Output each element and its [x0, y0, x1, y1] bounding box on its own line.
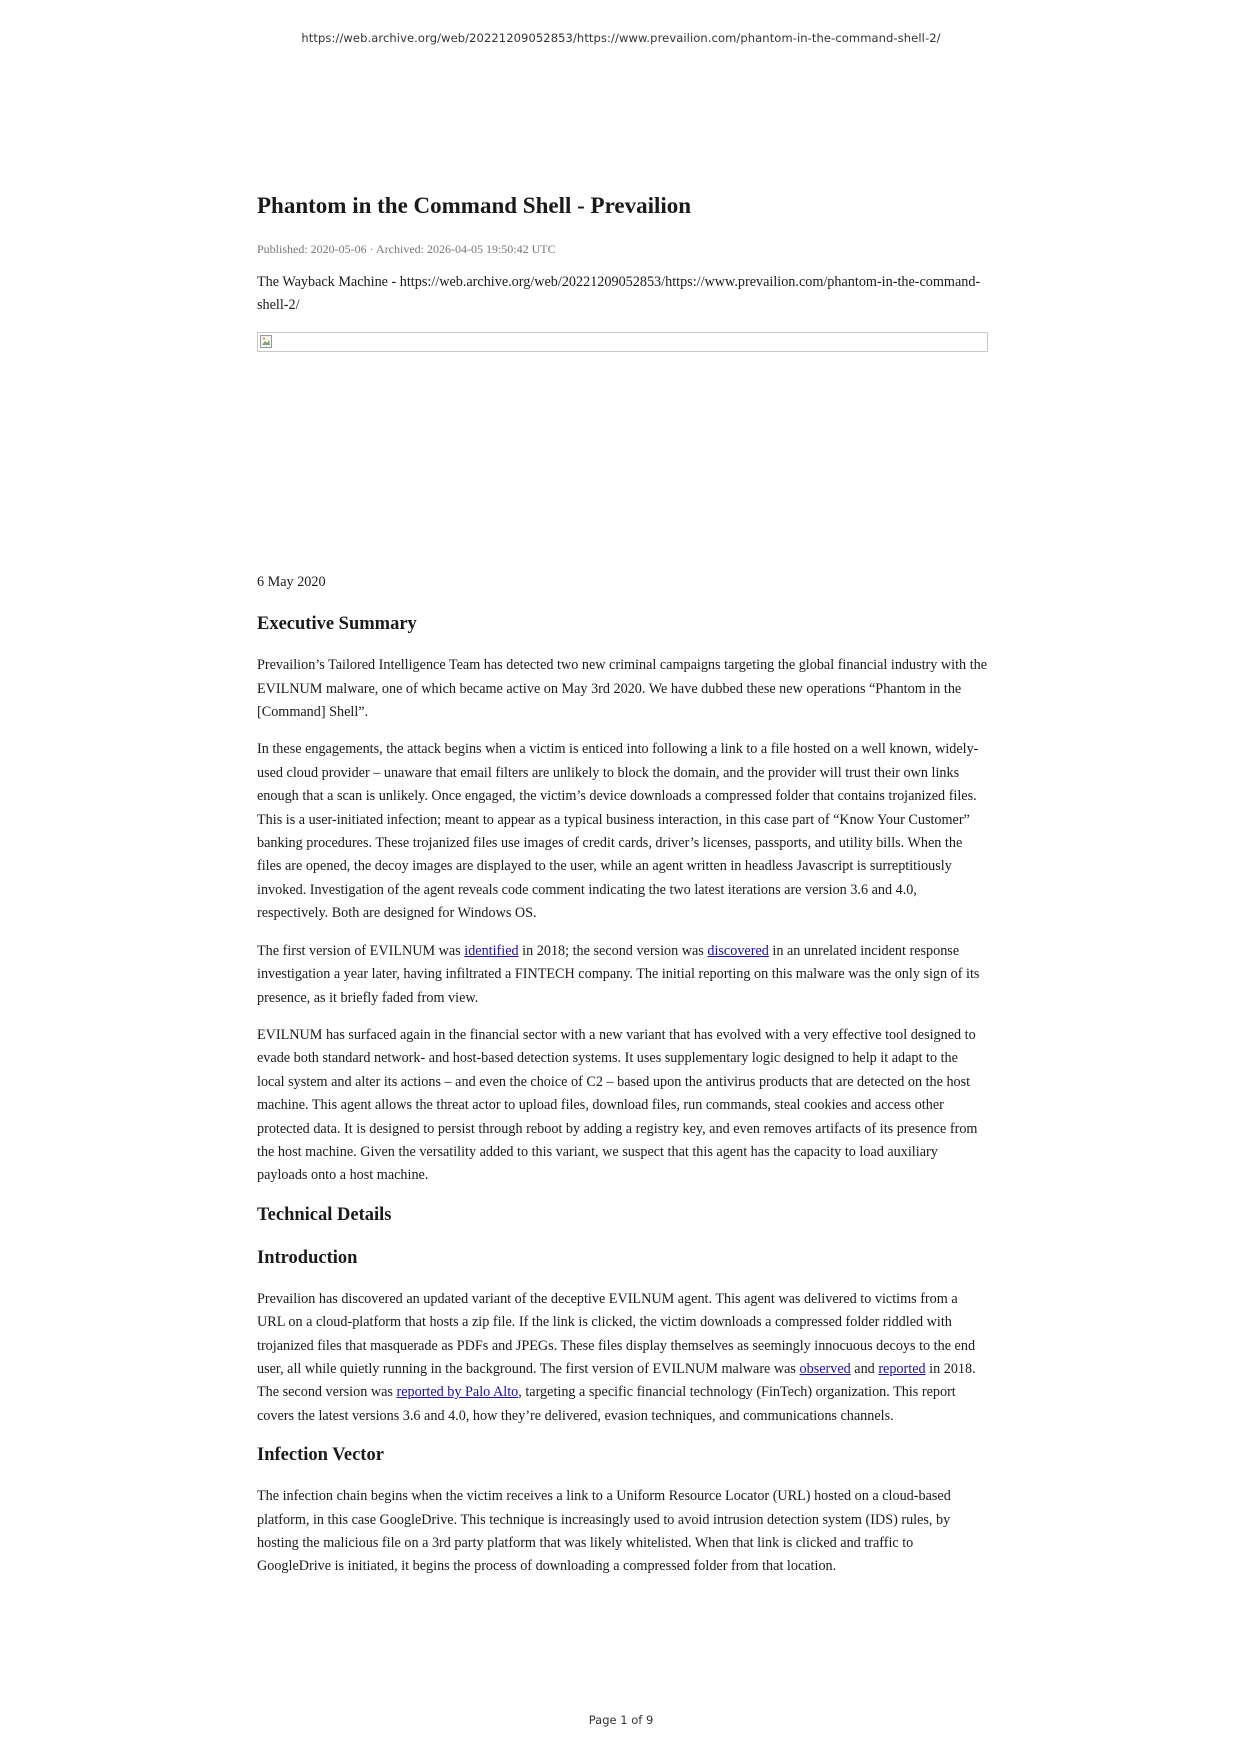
infection-vector-heading: Infection Vector: [257, 1445, 384, 1466]
technical-details-heading: Technical Details: [257, 1204, 392, 1225]
infection-vector-paragraph: The infection chain begins when the victim receives a link to a Uniform Resource Locator (URL) hosted on a cloud-based platform, in this case GoogleDrive. This technique is increasingly used to avoid intrusion detection system (IDS) rules, by hosting the malicious file on a 3rd party platform that was likely whitelisted. When that link is clicked and traffic to GoogleDrive is initiated, it begins the process of downloading a compressed folder from that location.: [257, 1488, 951, 1575]
page-header-url: https://web.archive.org/web/20221209052853/https://www.prevailion.com/phantom-in-the-command-shell-2/: [301, 31, 941, 45]
broken-image-icon: [260, 335, 272, 348]
observed-link[interactable]: observed: [799, 1360, 851, 1377]
introduction-heading: Introduction: [257, 1247, 358, 1268]
reported-link[interactable]: reported: [878, 1360, 926, 1377]
article-date: 6 May 2020: [257, 573, 326, 590]
text-run: in an unrelated incident response investigation a year later, having infiltrated a FINTECH company. The initial reporting on this malware was the only sign of its presence, as it briefly faded from view.: [257, 942, 980, 1006]
executive-summary-heading: Executive Summary: [257, 614, 417, 635]
executive-summary-paragraph-4: EVILNUM has surfaced again in the financial sector with a new variant that has evolved with a very effective tool designed to evade both standard network- and host-based detection systems. It uses supplementary logic designed to help it adapt to the local system and alter its actions – and even the choice of C2 – based upon the antivirus products that are detected on the host machine. This agent allows the threat actor to upload files, download files, run commands, steal cookies and access other protected data. It is designed to persist through reboot by adding a registry key, and even removes artifacts of its presence from the host machine. Given the versatility added to this variant, we suspect that this agent has the capacity to load auxiliary payloads onto a host machine.: [257, 1026, 978, 1184]
executive-summary-paragraph-3: [257, 940, 988, 1010]
hero-image: [257, 332, 988, 352]
executive-summary-paragraph-2: In these engagements, the attack begins when a victim is enticed into following a link to a file hosted on a well known, widely-used cloud provider – unaware that email filters are unlikely to block the domain, and the provider will trust their own links enough that a scan is unlikely. Once engaged, the victim’s device downloads a compressed folder that contains trojanized files. This is a user-initiated infection; meant to appear as a typical business interaction, in this case part of “Know Your Customer” banking procedures. These trojanized files use images of credit cards, driver’s licenses, passports, and utility bills. When the files are opened, the decoy images are displayed to the user, while an agent written in headless Javascript is surreptitiously invoked. Investigation of the agent reveals code comment indicating the two latest iterations are version 3.6 and 4.0, respectively. Both are designed for Windows OS.: [257, 741, 979, 922]
executive-summary-paragraph-1: Prevailion’s Tailored Intelligence Team has detected two new criminal campaigns targeting the global financial industry with the EVILNUM malware, one of which became active on May 3rd 2020. We have dubbed these new operations “Phantom in the [Command] Shell”.: [257, 657, 988, 721]
article-meta: Published: 2020-05-06 · Archived: 2026-04-05 19:50:42 UTC: [257, 242, 556, 256]
introduction-paragraph: [257, 1288, 988, 1428]
text-run: in 2018; the second version was: [518, 942, 708, 959]
article-source: The Wayback Machine - https://web.archive.org/web/20221209052853/https://www.prevailion.com/phantom-in-the-command-shell-2/: [257, 274, 981, 314]
discovered-link[interactable]: discovered: [707, 942, 769, 959]
page-number: Page 1 of 9: [588, 1713, 654, 1727]
text-run: and: [850, 1360, 879, 1377]
reported-by-palo-alto-link[interactable]: reported by Palo Alto: [396, 1384, 519, 1401]
article-title: Phantom in the Command Shell - Prevailion: [257, 193, 692, 218]
text-run: The first version of EVILNUM was: [257, 942, 465, 959]
text-run: in 2018. The second version was: [257, 1360, 976, 1401]
article: [257, 190, 988, 1593]
text-run: , targeting a specific financial technology (FinTech) organization. This report covers the latest versions 3.6 and 4.0, how they’re delivered, evasion techniques, and communications channels.: [257, 1384, 956, 1424]
identified-link[interactable]: identified: [464, 942, 519, 959]
text-run: Prevailion has discovered an updated variant of the deceptive EVILNUM agent. This agent was delivered to victims from a URL on a cloud-platform that hosts a zip file. If the link is clicked, the victim downloads a compressed folder riddled with trojanized files that masquerade as PDFs and JPEGs. These files display themselves as seemingly innocuous decoys to the end user, all while quietly running in the background. The first version of EVILNUM malware was: [257, 1290, 976, 1377]
